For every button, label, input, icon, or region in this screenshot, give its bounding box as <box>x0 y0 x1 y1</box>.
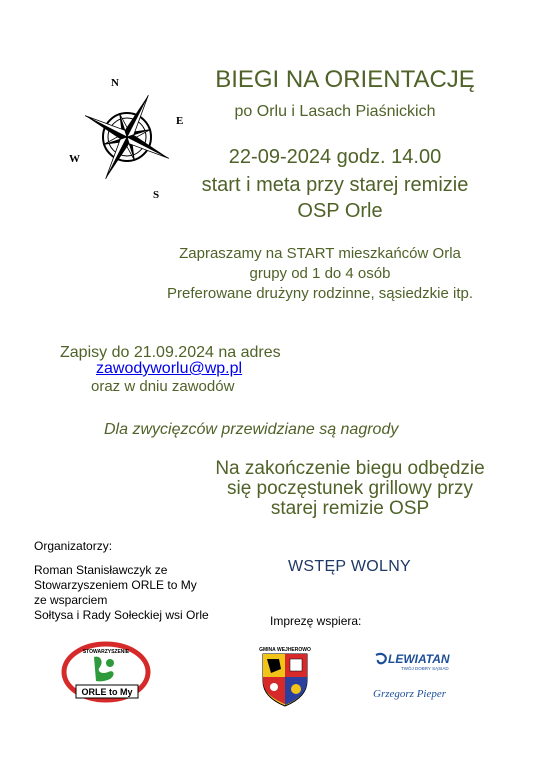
compass-rose-icon <box>67 72 187 202</box>
free-entry-label: WSTĘP WOLNY <box>288 558 412 575</box>
event-place: OSP Orle <box>297 200 383 222</box>
invite-line-2: grupy od 1 do 4 osób <box>249 265 391 282</box>
event-date-time: 22-09-2024 godz. 14.00 <box>228 146 442 168</box>
lewiatan-tagline: TWÓJ DOBRY SĄSIAD <box>401 666 449 671</box>
crest-caption: GMINA WEJHEROWO <box>259 647 311 653</box>
organizers-label: Organizatorzy: <box>34 539 113 553</box>
organizers-line-3: ze wsparciem <box>34 593 108 607</box>
lewiatan-name: LEWIATAN <box>388 652 450 666</box>
lewiatan-logo <box>373 651 473 701</box>
invite-line-3: Preferowane drużyny rodzinne, sąsiedzkie itp. <box>167 285 473 302</box>
event-start-line: start i meta przy starej remizie <box>201 174 469 196</box>
organizers-line-4: Sołtysa i Rady Sołeckiej wsi Orle <box>34 608 209 622</box>
event-title: BIEGI NA ORIENTACJĘ <box>215 66 475 93</box>
registration-line: Zapisy do 21.09.2024 na adres <box>60 344 281 361</box>
registration-line-3: oraz w dniu zawodów <box>91 378 235 395</box>
invite-line-1: Zapraszamy na START mieszkańców Orla <box>179 245 461 262</box>
compass-s: S <box>153 189 160 201</box>
organizers-line-1: Roman Stanisławczyk ze <box>34 563 168 577</box>
organizers-line-2: Stowarzyszeniem ORLE to My <box>34 578 197 592</box>
compass-w: W <box>69 153 80 165</box>
invite-block <box>140 244 500 304</box>
sponsor-name: Grzegorz Pieper <box>373 688 447 700</box>
compass-e: E <box>176 115 184 127</box>
support-label: Imprezę wspiera: <box>270 614 362 628</box>
compass-n: N <box>111 77 119 89</box>
closing-line-3: starej remizie OSP <box>270 498 430 519</box>
closing-block <box>190 459 510 519</box>
closing-line-2: się poczęstunek grillowy przy <box>226 478 474 499</box>
registration-email-link[interactable]: zawodyworlu@wp.pl <box>96 360 243 377</box>
orle-logo-ring-text: STOWARZYSZENIE <box>82 649 130 655</box>
orle-logo-name: ORLE to My <box>81 687 133 697</box>
gmina-wejherowo-crest <box>257 645 313 707</box>
organizers-block <box>34 563 209 623</box>
orle-to-my-logo <box>60 641 152 705</box>
closing-line-1: Na zakończenie biegu odbędzie <box>215 458 485 479</box>
event-subtitle: po Orlu i Lasach Piaśnickich <box>234 103 436 120</box>
prizes-note: Dla zwycięzców przewidziane są nagrody <box>104 421 399 438</box>
